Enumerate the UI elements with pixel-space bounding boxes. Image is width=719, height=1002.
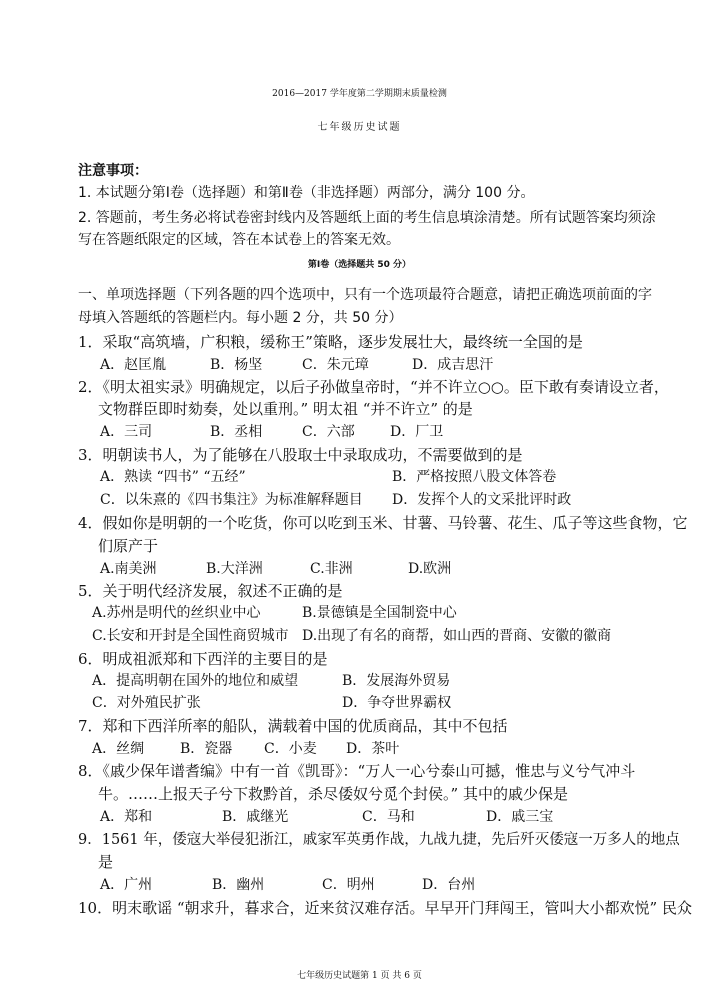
- notice-heading: 注意事项：: [78, 163, 148, 179]
- question-9-stem-cont: 是: [98, 853, 114, 871]
- question-1-option-d: D．成吉思汗: [412, 357, 494, 373]
- question-4-option-d: D.欧洲: [408, 561, 452, 577]
- question-1-option-a: A．赵匡胤: [100, 357, 167, 373]
- question-6-option-a: A．提高明朝在国外的地位和威望: [92, 673, 299, 689]
- question-6-option-d: D．争夺世界霸权: [342, 695, 452, 711]
- question-2-option-c: C．六部: [302, 424, 355, 440]
- notice-line: 1. 本试题分第Ⅰ卷（选择题）和第Ⅱ卷（非选择题）两部分，满分 100 分。: [78, 185, 535, 201]
- question-7-option-a: A．丝绸: [92, 741, 145, 757]
- notice-line: 2. 答题前，考生务必将试卷密封线内及答题纸上面的考生信息填涂清楚。所有试题答案均须涂: [78, 210, 656, 226]
- question-8-option-c: C．马和: [362, 809, 415, 825]
- question-9-option-a: A．广州: [100, 877, 153, 893]
- exam-title: 七年级历史试题: [317, 122, 402, 133]
- question-4-stem-cont: 们原产于: [98, 537, 159, 555]
- section-title: 第Ⅰ卷（选择题共 50 分）: [307, 260, 412, 270]
- question-8-option-b: B．戚继光: [222, 809, 289, 825]
- question-5-option-b: B.景德镇是全国制瓷中心: [302, 605, 457, 621]
- question-4-option-b: B.大洋洲: [206, 561, 263, 577]
- question-7-option-b: B．瓷器: [180, 741, 233, 757]
- question-5-stem: 5．关于明代经济发展，叙述不正确的是: [78, 582, 343, 600]
- question-5-option-c: C.长安和开封是全国性商贸城市: [92, 628, 289, 644]
- question-5-option-a: A.苏州是明代的丝织业中心: [92, 605, 261, 621]
- section-instructions: 母填入答题纸的答题栏内。每小题 2 分，共 50 分）: [78, 310, 403, 326]
- question-2-option-b: B．丞相: [210, 424, 263, 440]
- question-8-option-a: A．郑和: [100, 809, 153, 825]
- question-9-option-d: D．台州: [422, 877, 476, 893]
- section-instructions: 一、单项选择题（下列各题的四个选项中，只有一个选项最符合题意，请把正确选项前面的字: [78, 287, 652, 303]
- question-2-stem: 2．《明太祖实录》明确规定，以后子孙做皇帝时，“并不许立○○。臣下敢有奏请设立者，: [78, 378, 669, 396]
- question-3-option-c: C．以朱熹的《四书集注》为标准解释题目: [100, 492, 363, 508]
- notice-line: 写在答题纸限定的区域，答在本试卷上的答案无效。: [78, 232, 400, 248]
- question-8-stem-cont: 牛。……上报天子兮下救黔首，杀尽倭奴兮觅个封侯。” 其中的戚少保是: [98, 785, 568, 803]
- question-3-stem: 3．明朝读书人，为了能够在八股取士中录取成功，不需要做到的是: [78, 446, 523, 464]
- question-8-stem: 8．《戚少保年谱耆编》中有一首《凯哥》：“万人一心兮泰山可撼，惟忠与义兮气冲斗: [78, 762, 636, 780]
- question-1-option-b: B．杨坚: [210, 357, 263, 373]
- question-4-option-a: A.南美洲: [100, 561, 157, 577]
- question-6-stem: 6．明成祖派郑和下西洋的主要目的是: [78, 650, 328, 668]
- question-6-option-b: B．发展海外贸易: [342, 673, 451, 689]
- question-1-stem: 1．采取“高筑墙，广积粮，缓称王”策略，逐步发展壮大，最终统一全国的是: [78, 333, 583, 351]
- question-5-option-d: D.出现了有名的商帮，如山西的晋商、安徽的徽商: [302, 628, 612, 644]
- question-2-stem-cont: 文物群臣即时劾奏，处以重刑。” 明太祖 “并不许立” 的是: [98, 400, 473, 418]
- question-4-option-c: C.非洲: [310, 561, 353, 577]
- question-8-option-d: D．戚三宝: [486, 809, 554, 825]
- question-3-option-a: A．熟读 “四书” “五经”: [100, 469, 246, 485]
- exam-term-heading: 2016—2017 学年度第二学期期末质量检测: [272, 89, 447, 99]
- question-7-option-d: D．茶叶: [346, 741, 400, 757]
- question-3-option-b: B．严格按照八股文体答卷: [392, 469, 557, 485]
- question-10-stem: 10．明末歌谣 “朝求升，暮求合，近来贫汉难存活。早早开门拜闯王，管叫大小都欢悦” 民众: [78, 899, 692, 917]
- question-9-option-c: C．明州: [322, 877, 375, 893]
- question-9-stem: 9．1561 年，倭寇大举侵犯浙江，戚家军英勇作战，九战九捷，先后歼灭倭寇一万多人的地点: [78, 832, 680, 848]
- question-9-option-b: B．幽州: [212, 877, 265, 893]
- question-6-option-c: C．对外殖民扩张: [92, 695, 201, 711]
- question-4-stem: 4．假如你是明朝的一个吃货，你可以吃到玉米、甘薯、马铃薯、花生、瓜子等这些食物，它: [78, 514, 688, 532]
- question-7-stem: 7．郑和下西洋所率的船队，满载着中国的优质商品，其中不包括: [78, 717, 508, 735]
- question-2-option-d: D．厂卫: [390, 424, 444, 440]
- question-3-option-d: D．发挥个人的文采批评时政: [392, 492, 572, 508]
- question-7-option-c: C．小麦: [264, 741, 317, 757]
- page-footer: 七年级历史试题第 1 页 共 6 页: [297, 971, 422, 981]
- question-2-option-a: A．三司: [100, 424, 153, 440]
- question-1-option-c: C．朱元璋: [302, 357, 369, 373]
